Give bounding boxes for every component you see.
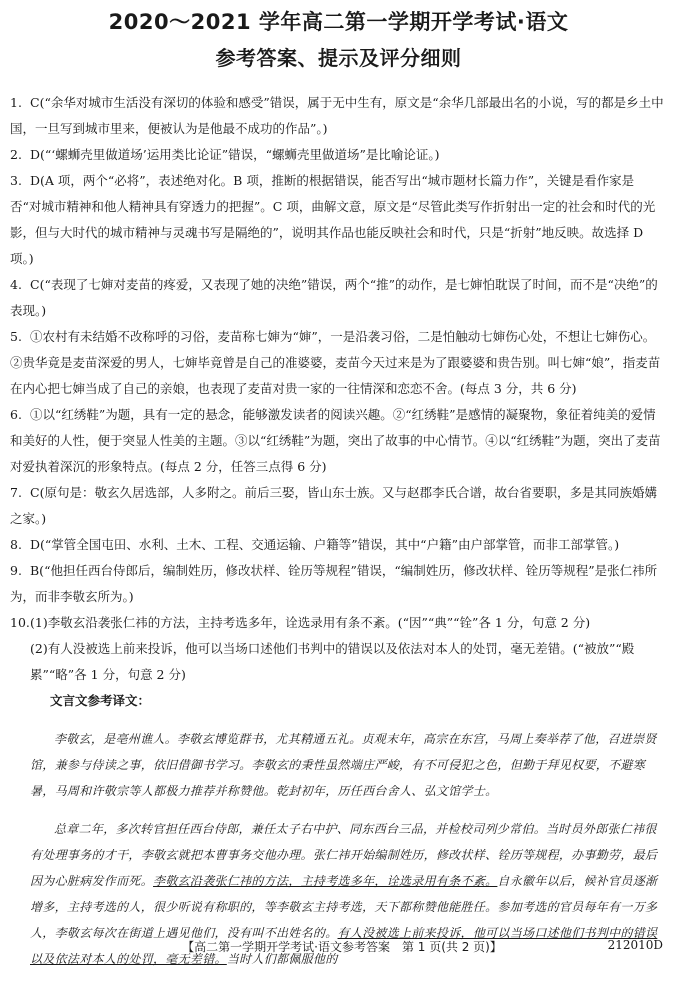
answer-item: [10, 272, 665, 324]
translation-heading: 文言文参考译文：: [50, 693, 151, 708]
answer-text: C(“余华对城市生活没有深切的体验和感受”错误，属于无中生有，原文是“余华几部最出名的小说，写的都是乡土中国，一旦写到城市里来，便被认为是他最不成功的作品”。): [10, 95, 664, 136]
answer-item: [10, 402, 665, 480]
answer-number: 6.: [10, 407, 22, 422]
page-subtitle: 参考答案、提示及评分细则: [215, 46, 462, 70]
answer-number: 3.: [10, 173, 22, 188]
answer-text: B(“他担任西台侍郎后，编制姓历，修改状样、铨历等规程”错误，“编制姓历，修改状样、铨历等规程”是张仁祎所为，而非李敬玄所为。): [10, 563, 658, 604]
answer-number: 4.: [10, 277, 22, 292]
answer-number: 7.: [10, 485, 22, 500]
answer-item: [10, 142, 665, 168]
answer-text: D(“‘螺蛳壳里做道场’运用类比论证”错误，“螺蛳壳里做道场”是比喻论证。): [30, 147, 440, 162]
underlined-sentence: 李敬玄沿袭张仁祎的方法，主持考选多年，诠选录用有条不紊。: [153, 874, 498, 888]
answer-number: 10.: [10, 615, 30, 630]
answer-number: 2.: [10, 147, 22, 162]
answer-number: 1.: [10, 95, 22, 110]
underlined-sentence: 有人没被选上前来投诉，他可以当场口述他们书判中的错误以及依法对本人的处罚，毫无差错。: [30, 926, 658, 966]
translation-text: 自永徽年以后，候补官员逐渐增多，主持考选的人，很少听说有称职的，等李敬玄主持考选，天下都称赞他能胜任。参加考选的官员每年有一万多人，李敬玄每次在街道上遇见他们，没有叫不出姓名的。: [30, 874, 658, 940]
answer-list: [10, 90, 665, 984]
page-title: 2020～2021 学年高二第一学期开学考试·语文: [108, 10, 569, 34]
answer-item: [10, 480, 665, 532]
answer-text: C(“表现了七婶对麦苗的疼爱，又表现了她的决绝”错误，两个“推”的动作，是七婶怕耽误了时间，而不是“决绝”的表现。): [10, 277, 658, 318]
answer-item: [10, 532, 665, 558]
footer-code: 212010D: [607, 938, 663, 952]
answer-text: (1)李敬玄沿袭张仁祎的方法，主持考选多年，诠选录用有条不紊。(“因”“典”“铨”各 1 分，句意 2 分): [30, 615, 591, 630]
answer-text: ①以“红绣鞋”为题，具有一定的悬念，能够激发读者的阅读兴趣。②“红绣鞋”是感情的凝聚物，象征着纯美的爱情和美好的人性，便于突显人性美的主题。③以“红绣鞋”为题，突出了故事的中心情节。④以“红绣鞋”为题，突出了麦苗对爱执着深沉的形象特点。(每点 2 分，任答三点得 6 分): [10, 407, 661, 474]
answer-text: ①农村有未结婚不改称呼的习俗，麦苗称七婶为“婶”，一是沿袭习俗，二是怕触动七婶伤心处，不想让七婶伤心。②贵华竟是麦苗深爱的男人，七婶毕竟曾是自己的准婆婆，麦苗今天过来是为了跟婆婆和贵告别。叫七婶“娘”，指麦苗在内心把七婶当成了自己的亲娘，也表现了麦苗对贵一家的一往情深和恋恋不舍。(每点 3 分，共 6 分): [10, 329, 661, 396]
translation-paragraph-1: 李敬玄，是亳州谯人。李敬玄博览群书，尤其精通五礼。贞观末年，高宗在东宫，马周上奏举荐了他，召进崇贤馆，兼参与侍读之事，依旧借御书学习。李敬玄的秉性虽然端庄严峻，有不可侵犯之色，但勤于拜见权要，不避寒暑，马周和许敬宗等人都极力推荐并称赞他。乾封初年，历任西台舍人、弘文馆学士。: [30, 732, 657, 798]
translation-text: 总章二年，多次转官担任西台侍郎，兼任太子右中护、同东西台三品，并检校司列少常伯。当时员外郎张仁祎很有处理事务的才干，李敬玄就把本曹事务交他办理。张仁祎开始编制姓历，修改状样、铨历等规程，办事勤劳，最后因为心脏病发作而死。: [30, 822, 658, 888]
answer-item: [10, 610, 665, 636]
answer-item: [10, 168, 665, 272]
answer-number: 5.: [10, 329, 22, 344]
answer-text: D(“掌管全国屯田、水利、土木、工程、交通运输、户籍等”错误，其中“户籍”由户部掌管，而非工部掌管。): [30, 537, 620, 552]
answer-item: [10, 558, 665, 610]
answer-number: 9.: [10, 563, 22, 578]
answer-text: C(原句是：敬玄久居选部，人多附之。前后三娶，皆山东士族。又与赵郡李氏合谱，故台省要职，多是其同族婚媾之家。): [10, 485, 657, 526]
answer-number: 8.: [10, 537, 22, 552]
answer-item: [10, 324, 665, 402]
answer-10-part-2: (2)有人没被选上前来投诉，他可以当场口述他们书判中的错误以及依法对本人的处罚，毫无差错。(“被放”“殿累”“略”各 1 分，句意 2 分): [30, 641, 635, 682]
answer-text: D(A 项，两个“必将”，表述绝对化。B 项，推断的根据错误，能否写出“城市题材长篇力作”，关键是看作家是否“对城市精神和他人精神具有穿透力的把握”。C 项，曲解文意，原文是“尽管此类写作折射出一定的社会和时代的光影，但与大时代的城市精神与灵魂书写是隔绝的”，说明其作品也能反映社会和时代，只是“折射”地反映。故选择 D 项。): [10, 173, 656, 266]
answer-item: [10, 90, 665, 142]
translation-text: 当时人们都佩服他的: [226, 952, 338, 966]
footer-page-info: 【高二第一学期开学考试·语文参考答案 第 1 页(共 2 页)】: [182, 940, 502, 954]
